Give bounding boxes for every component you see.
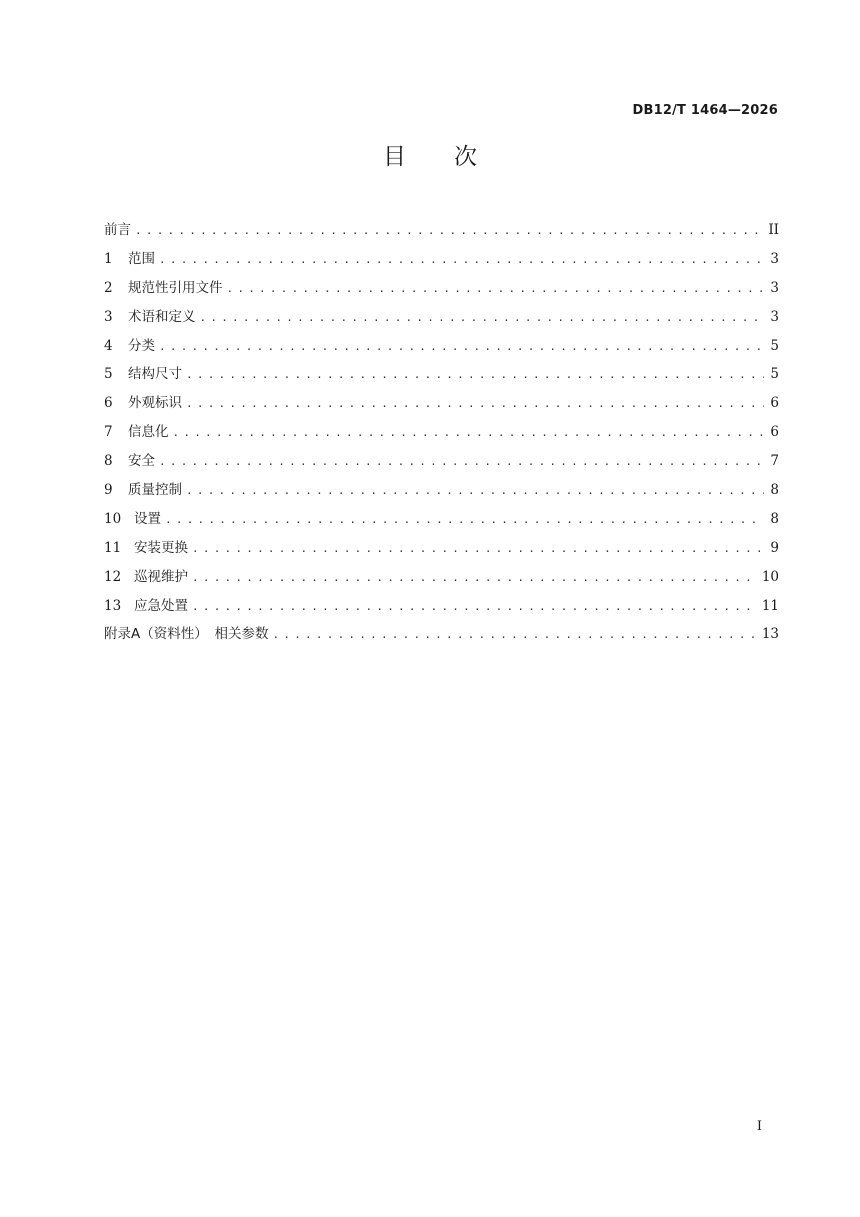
toc-entry-page: 8 bbox=[770, 510, 779, 527]
toc-entry-label: 设置 bbox=[134, 510, 161, 527]
toc-entry-page: 5 bbox=[770, 366, 779, 383]
toc-leader-dots bbox=[273, 628, 756, 641]
toc-entry-page: 5 bbox=[770, 337, 779, 354]
toc-entry-number: 6 bbox=[104, 395, 113, 412]
toc-entry-label: 质量控制 bbox=[128, 482, 182, 499]
toc-entry-number: 9 bbox=[104, 482, 113, 499]
toc-entry-number: 2 bbox=[104, 279, 113, 296]
toc-entry-12[interactable] bbox=[104, 565, 779, 594]
toc-entry-label: 规范性引用文件 bbox=[128, 279, 223, 296]
toc-leader-dots bbox=[159, 455, 764, 468]
toc-entry-1[interactable] bbox=[104, 247, 779, 276]
toc-entry-4[interactable] bbox=[104, 334, 779, 363]
toc-entry-page: II bbox=[768, 222, 779, 238]
toc-entry-2[interactable] bbox=[104, 276, 779, 305]
page-title bbox=[0, 138, 860, 171]
toc-entry-page: 3 bbox=[770, 308, 779, 325]
toc-entry-page: 6 bbox=[770, 424, 779, 441]
toc-leader-dots bbox=[159, 340, 764, 353]
toc-entry-appendix-a[interactable] bbox=[104, 622, 779, 651]
toc-entry-number: 13 bbox=[104, 597, 122, 614]
toc-entry-8[interactable] bbox=[104, 449, 779, 478]
toc-entry-page: 3 bbox=[770, 279, 779, 296]
toc-entry-11[interactable] bbox=[104, 536, 779, 565]
toc-leader-dots bbox=[227, 282, 765, 295]
toc-leader-dots bbox=[192, 600, 756, 613]
toc-leader-dots bbox=[192, 571, 756, 584]
toc-leader-dots bbox=[159, 253, 764, 266]
toc-entry-label: 范围 bbox=[128, 250, 155, 267]
toc-entry-label: 术语和定义 bbox=[128, 308, 196, 325]
toc-entry-page: 9 bbox=[770, 539, 779, 556]
toc-entry-label: 前言 bbox=[104, 222, 131, 238]
toc-entry-number: 1 bbox=[104, 250, 113, 267]
toc-entry-foreword[interactable] bbox=[104, 218, 779, 247]
page-title-part2: 次 bbox=[454, 144, 477, 170]
toc-entry-page: 13 bbox=[761, 626, 779, 643]
toc-entry-label: 巡视维护 bbox=[134, 568, 188, 585]
toc-entry-number: 4 bbox=[104, 337, 113, 354]
toc-entry-number: 8 bbox=[104, 453, 113, 470]
toc-leader-dots bbox=[200, 311, 765, 324]
toc-entry-label: 安装更换 bbox=[134, 539, 188, 556]
toc-entry-7[interactable] bbox=[104, 420, 779, 449]
toc-leader-dots bbox=[186, 368, 764, 381]
toc-leader-dots bbox=[186, 484, 764, 497]
toc-entry-6[interactable] bbox=[104, 391, 779, 420]
toc-entry-10[interactable] bbox=[104, 507, 779, 536]
toc-entry-label: 附录A（资料性） 相关参数 bbox=[104, 626, 269, 643]
toc-entry-5[interactable] bbox=[104, 362, 779, 391]
toc-entry-page: 11 bbox=[761, 597, 779, 614]
toc-leader-dots bbox=[165, 513, 764, 526]
toc-leader-dots bbox=[135, 224, 762, 237]
toc-entry-page: 10 bbox=[761, 568, 779, 585]
toc-entry-number: 11 bbox=[104, 539, 122, 556]
toc-entry-label: 应急处置 bbox=[134, 597, 188, 614]
toc-entry-number: 3 bbox=[104, 308, 113, 325]
toc-entry-label: 安全 bbox=[128, 453, 155, 470]
toc-leader-dots bbox=[173, 426, 765, 439]
toc-leader-dots bbox=[186, 397, 764, 410]
toc-entry-page: 7 bbox=[770, 453, 779, 470]
toc-entry-page: 3 bbox=[770, 250, 779, 267]
toc-entry-9[interactable] bbox=[104, 478, 779, 507]
toc-entry-label: 分类 bbox=[128, 337, 155, 354]
toc-entry-number: 10 bbox=[104, 510, 122, 527]
document-code: DB12/T 1464—2026 bbox=[632, 103, 778, 118]
toc-entry-number: 5 bbox=[104, 366, 113, 383]
toc-entry-label: 外观标识 bbox=[128, 395, 182, 412]
toc-entry-number: 7 bbox=[104, 424, 113, 441]
table-of-contents bbox=[104, 218, 779, 651]
toc-entry-label: 结构尺寸 bbox=[128, 366, 182, 383]
page-number: I bbox=[756, 1119, 762, 1134]
toc-entry-page: 6 bbox=[770, 395, 779, 412]
toc-entry-number: 12 bbox=[104, 568, 122, 585]
toc-leader-dots bbox=[192, 542, 764, 555]
toc-entry-13[interactable] bbox=[104, 594, 779, 623]
page-title-part1: 目 bbox=[383, 144, 406, 170]
toc-entry-label: 信息化 bbox=[128, 424, 169, 441]
toc-entry-page: 8 bbox=[770, 482, 779, 499]
toc-entry-3[interactable] bbox=[104, 305, 779, 334]
